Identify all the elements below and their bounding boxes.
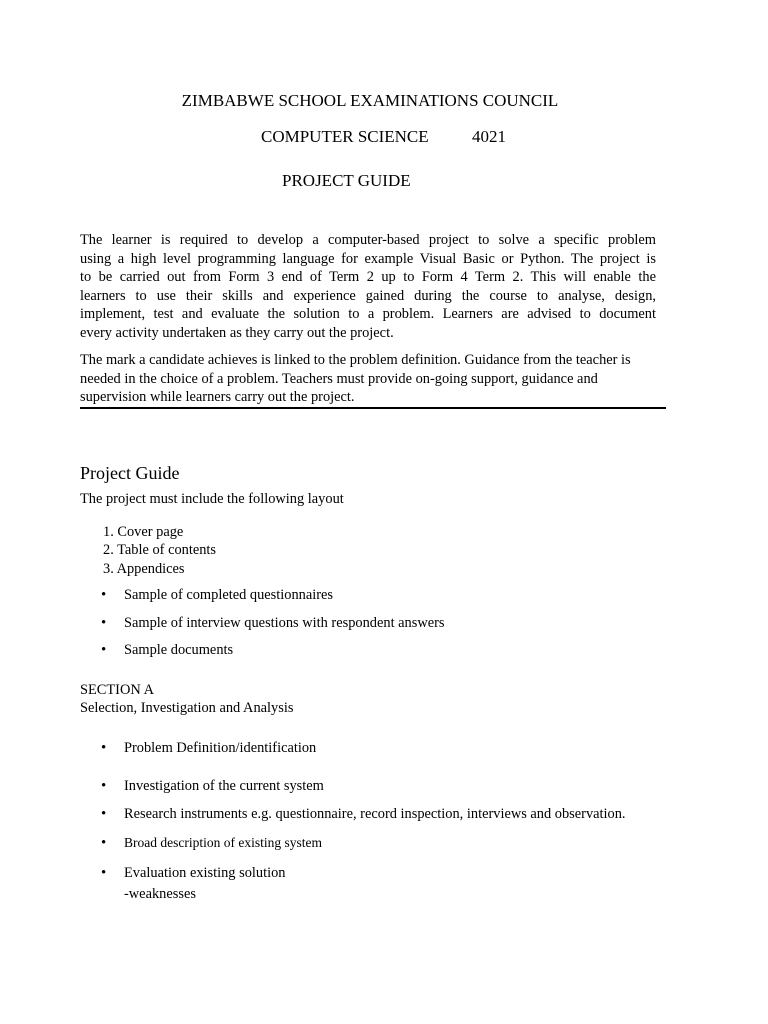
bullet-icon: • <box>101 587 107 603</box>
bullet-icon: • <box>101 740 107 756</box>
paragraph-line: learners to use their skills and experience gained during the course to analyse, design, <box>80 287 656 304</box>
section-a-bullet-investigation: Investigation of the current system <box>124 778 324 794</box>
section-a-bullet-broad-description: Broad description of existing system <box>124 835 322 850</box>
intro-paragraph-1 <box>80 231 656 343</box>
bullet-icon: • <box>101 642 107 658</box>
bullet-icon: • <box>101 865 107 881</box>
bullet-icon: • <box>101 835 107 851</box>
paragraph-line: implement, test and evaluate the solution to a problem. Learners are advised to document <box>80 306 656 323</box>
council-heading: ZIMBABWE SCHOOL EXAMINATIONS COUNCIL <box>181 91 559 110</box>
section-a-bullet-research-instruments: Research instruments e.g. questionnaire, record inspection, interviews and observation. <box>124 806 626 822</box>
subject-code: 4021 <box>472 127 506 146</box>
paragraph-line: supervision while learners carry out the project. <box>80 389 355 406</box>
project-guide-intro: The project must include the following layout <box>80 491 344 507</box>
numbered-item-cover-page: 1. Cover page <box>103 524 184 540</box>
section-a-sub-item-weaknesses: -weaknesses <box>124 886 196 902</box>
subject-heading: COMPUTER SCIENCE <box>261 127 429 146</box>
bullet-icon: • <box>101 615 107 631</box>
paragraph-line: using a high level programming language for example Visual Basic or Python. The project is <box>80 250 656 267</box>
project-guide-title: Project Guide <box>80 463 180 483</box>
paragraph-line: The learner is required to develop a computer-based project to solve a specific problem <box>80 232 656 248</box>
horizontal-rule <box>80 407 666 409</box>
appendix-bullet-sample-documents: Sample documents <box>124 642 234 658</box>
paragraph-line: to be carried out from Form 3 end of Term 2 up to Form 4 Term 2. This will enable the <box>80 269 656 286</box>
section-a-bullet-evaluation: Evaluation existing solution <box>124 865 286 881</box>
bullet-icon: • <box>101 778 107 794</box>
appendix-bullet-questionnaires: Sample of completed questionnaires <box>124 587 334 603</box>
paragraph-line: every activity undertaken as they carry out the project. <box>80 324 394 341</box>
paragraph-line: needed in the choice of a problem. Teachers must provide on-going support, guidance and <box>80 370 598 387</box>
document-title: PROJECT GUIDE <box>282 171 411 190</box>
appendix-bullet-interview-questions: Sample of interview questions with respondent answers <box>124 615 445 631</box>
bullet-icon: • <box>101 806 107 822</box>
numbered-item-table-of-contents: 2. Table of contents <box>103 542 217 558</box>
numbered-item-appendices: 3. Appendices <box>103 561 185 577</box>
paragraph-line: The mark a candidate achieves is linked to the problem definition. Guidance from the teacher is <box>80 352 631 368</box>
section-a-bullet-problem-definition: Problem Definition/identification <box>124 740 317 756</box>
section-a-title: Selection, Investigation and Analysis <box>80 700 294 716</box>
intro-paragraph-2 <box>80 351 675 407</box>
section-a-label: SECTION A <box>80 682 154 698</box>
